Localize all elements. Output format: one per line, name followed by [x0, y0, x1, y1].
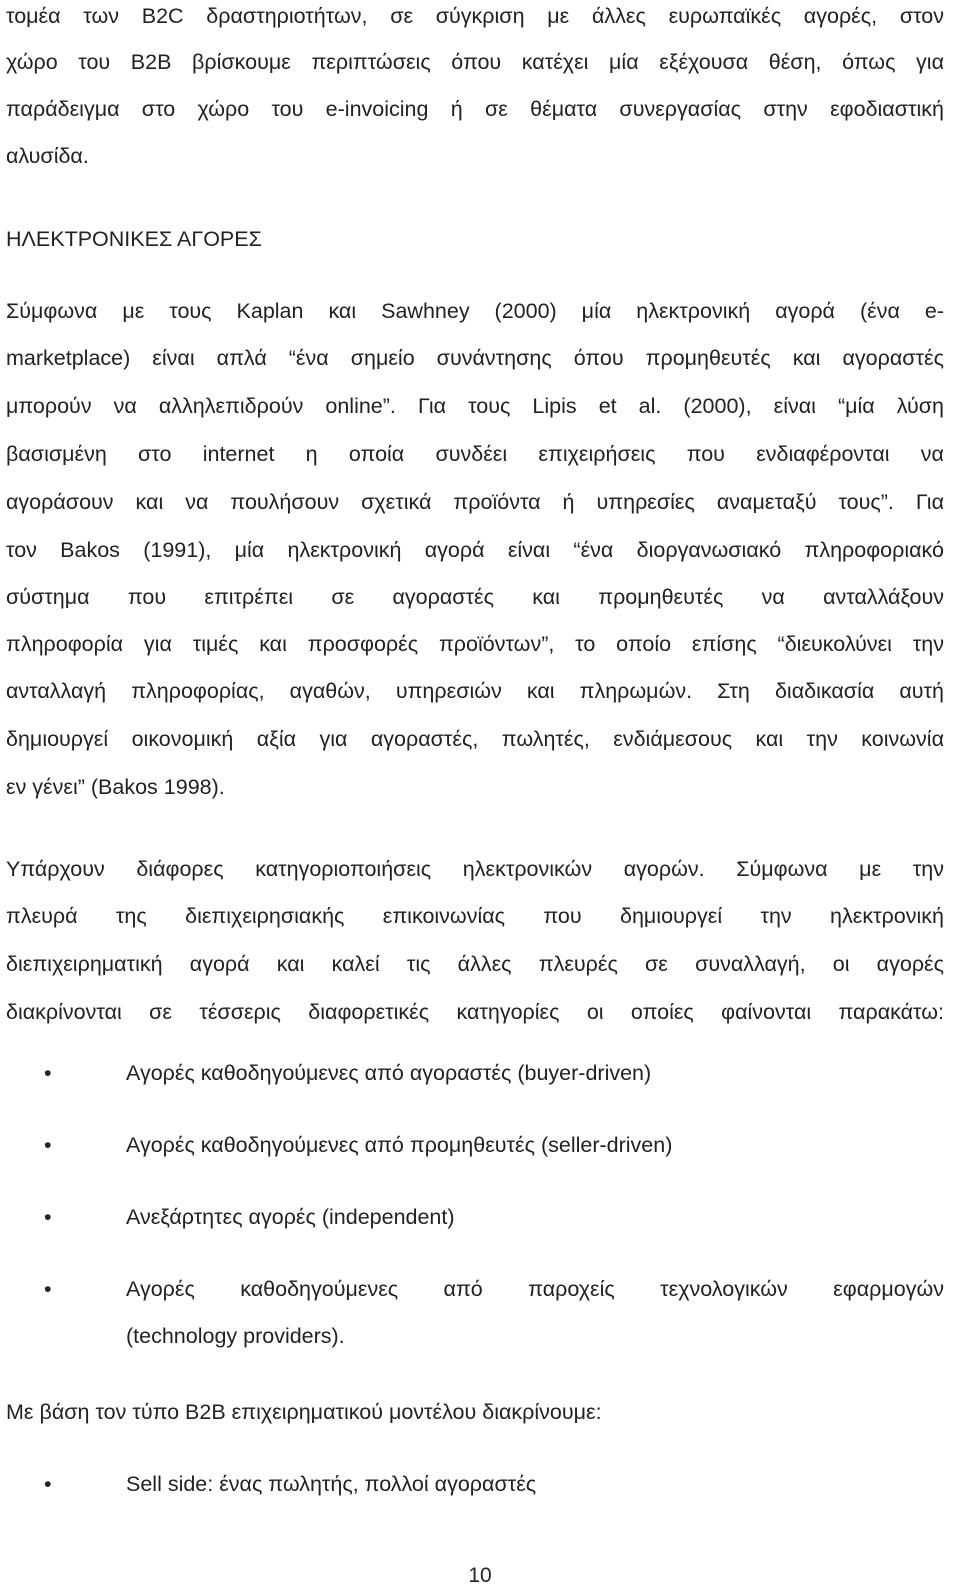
- list-item: Αγορές καθοδηγούμενες από προμηθευτές (seller-driven): [126, 1133, 673, 1157]
- paragraph-line: διακρίνονται σε τέσσερις διαφορετικές κατηγορίες οι οποίες φαίνονται παρακάτω:: [6, 1000, 944, 1024]
- list-item: Αγορές καθοδηγούμενες από παροχείς τεχνολογικών εφαρμογών: [126, 1277, 944, 1301]
- bullet-dot: •: [44, 1277, 52, 1301]
- paragraph-line: ανταλλαγή πληροφορίας, αγαθών, υπηρεσιών και πληρωμών. Στη διαδικασία αυτή: [6, 679, 944, 703]
- intro-line: τομέα των B2C δραστηριοτήτων, σε σύγκριση με άλλες ευρωπαϊκές αγορές, στον: [6, 4, 944, 28]
- bullet-dot: •: [44, 1133, 52, 1157]
- intro-line: χώρο του B2B βρίσκουμε περιπτώσεις όπου κατέχει μία εξέχουσα θέση, όπως για: [6, 50, 944, 74]
- paragraph-line: διεπιχειρηματική αγορά και καλεί τις άλλες πλευρές σε συναλλαγή, οι αγορές: [6, 952, 944, 976]
- paragraph-line: εν γένει” (Bakos 1998).: [6, 775, 225, 799]
- list-item: Αγορές καθοδηγούμενες από αγοραστές (buyer-driven): [126, 1061, 652, 1085]
- section-heading: ΗΛΕΚΤΡΟΝΙΚΕΣ ΑΓΟΡΕΣ: [6, 227, 262, 251]
- list-item: Ανεξάρτητες αγορές (independent): [126, 1205, 455, 1229]
- list-item-continuation: (technology providers).: [126, 1324, 345, 1348]
- paragraph-line: πλευρά της διεπιχειρησιακής επικοινωνίας που δημιουργεί την ηλεκτρονική: [6, 904, 944, 928]
- paragraph-line: Υπάρχουν διάφορες κατηγοριοποιήσεις ηλεκτρονικών αγορών. Σύμφωνα με την: [6, 857, 944, 881]
- paragraph-line: Με βάση τον τύπο B2B επιχειρηματικού μοντέλου διακρίνουμε:: [6, 1400, 602, 1424]
- intro-line: αλυσίδα.: [6, 144, 89, 168]
- page-number: 10: [468, 1564, 492, 1587]
- paragraph-line: Σύμφωνα με τους Kaplan και Sawhney (2000) μία ηλεκτρονική αγορά (ένα e-: [6, 299, 944, 323]
- intro-line: παράδειγμα στο χώρο του e-invoicing ή σε θέματα συνεργασίας στην εφοδιαστική: [6, 97, 944, 121]
- paragraph-line: αγοράσουν και να πουλήσουν σχετικά προϊόντα ή υπηρεσίες αναμεταξύ τους”. Για: [6, 490, 944, 514]
- bullet-dot: •: [44, 1472, 52, 1496]
- list-item: Sell side: ένας πωλητής, πολλοί αγοραστές: [126, 1472, 537, 1496]
- paragraph-line: βασισμένη στο internet η οποία συνδέει επιχειρήσεις που ενδιαφέρονται να: [6, 442, 944, 466]
- bullet-dot: •: [44, 1205, 52, 1229]
- paragraph-line: μπορούν να αλληλεπιδρούν online”. Για τους Lipis et al. (2000), είναι “μία λύση: [6, 394, 944, 418]
- paragraph-line: τον Bakos (1991), μία ηλεκτρονική αγορά είναι “ένα διοργανωσιακό πληροφοριακό: [6, 538, 944, 562]
- paragraph-line: δημιουργεί οικονομική αξία για αγοραστές, πωλητές, ενδιάμεσους και την κοινωνία: [6, 727, 944, 751]
- bullet-dot: •: [44, 1061, 52, 1085]
- paragraph-line: marketplace) είναι απλά “ένα σημείο συνάντησης όπου προμηθευτές και αγοραστές: [6, 346, 944, 370]
- paragraph-line: σύστημα που επιτρέπει σε αγοραστές και προμηθευτές να ανταλλάξουν: [6, 585, 944, 609]
- paragraph-line: πληροφορία για τιμές και προσφορές προϊόντων”, το οποίο επίσης “διευκολύνει την: [6, 632, 944, 656]
